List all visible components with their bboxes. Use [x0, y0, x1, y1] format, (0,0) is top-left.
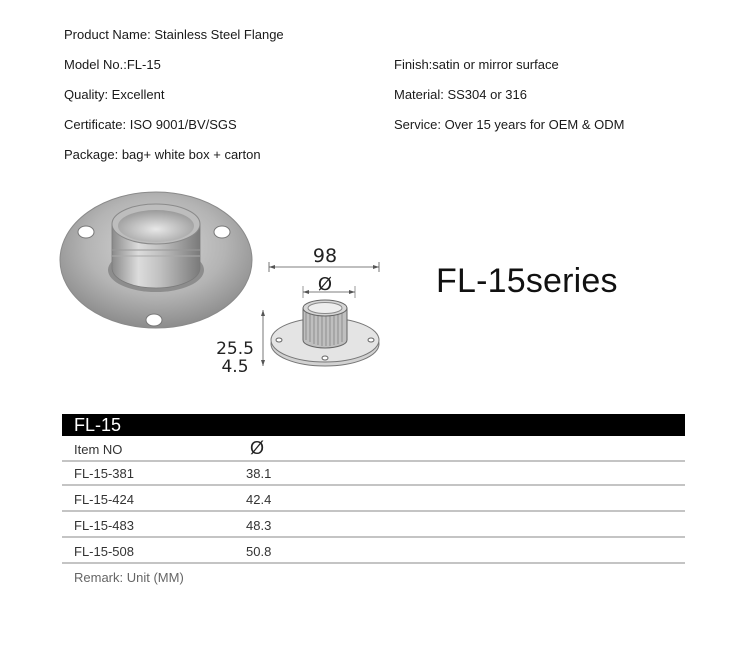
- table-row: [62, 488, 685, 512]
- diameter-value: 48.3: [246, 518, 272, 533]
- flange-drawing: [205, 240, 390, 390]
- width-dimension: 98: [312, 245, 338, 267]
- diameter-value: 50.8: [246, 544, 272, 559]
- diameter-symbol: Ø: [317, 274, 333, 295]
- table-title: FL-15: [62, 414, 685, 436]
- certificate: Certificate: ISO 9001/BV/SGS: [64, 117, 237, 132]
- item-number: FL-15-483: [74, 518, 134, 533]
- thickness-dimension: 4.5: [221, 357, 249, 377]
- table-row: [62, 514, 685, 538]
- table-header-row: [62, 438, 685, 462]
- item-number: FL-15-508: [74, 544, 134, 559]
- finish: Finish:satin or mirror surface: [394, 57, 559, 72]
- model-number: Model No.:FL-15: [64, 57, 161, 72]
- diameter-value: 42.4: [246, 492, 272, 507]
- diameter-value: 38.1: [246, 466, 272, 481]
- column-diameter-header: Ø: [250, 438, 265, 458]
- table-row: [62, 540, 685, 564]
- column-item-header: Item NO: [74, 442, 123, 457]
- material: Material: SS304 or 316: [394, 87, 527, 102]
- remark: Remark: Unit (MM): [74, 570, 184, 585]
- service: Service: Over 15 years for OEM & ODM: [394, 117, 625, 132]
- item-number: FL-15-424: [74, 492, 134, 507]
- quality: Quality: Excellent: [64, 87, 165, 102]
- table-row: [62, 462, 685, 486]
- series-title: FL-15series: [436, 262, 618, 300]
- package: Package: bag+ white box + carton: [64, 147, 261, 162]
- item-number: FL-15-381: [74, 466, 134, 481]
- product-name: Product Name: Stainless Steel Flange: [64, 27, 284, 42]
- height-dimension: 25.5: [216, 339, 254, 359]
